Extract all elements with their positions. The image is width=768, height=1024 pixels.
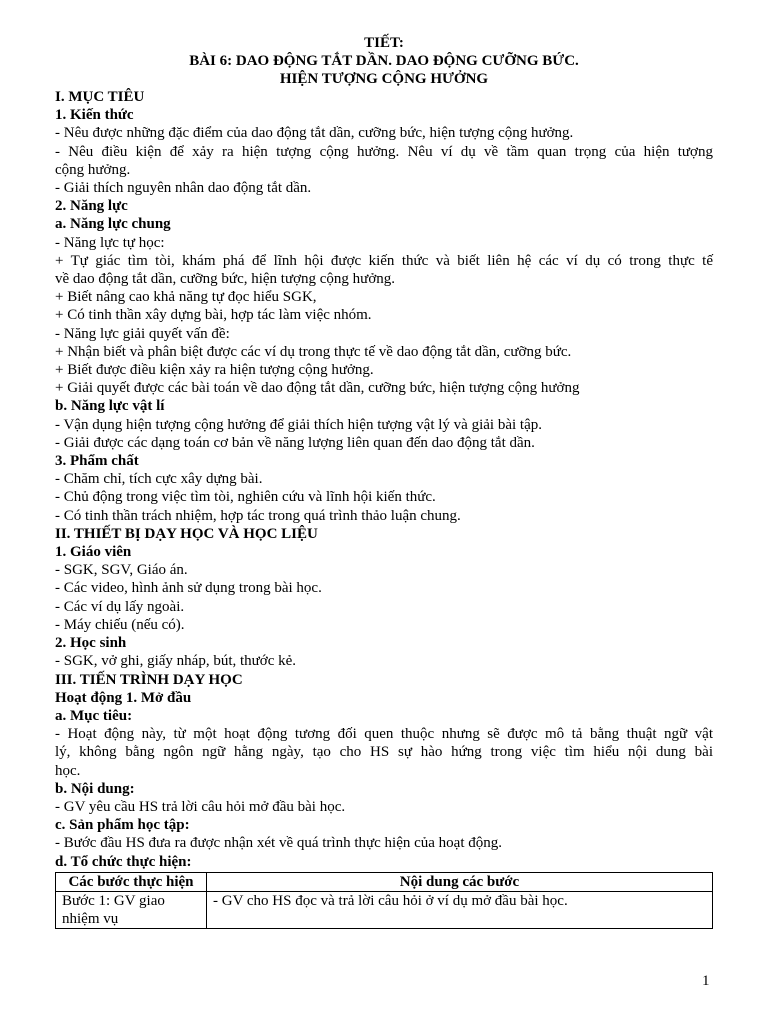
knowledge-item: - Nêu điều kiện để xảy ra hiện tượng cộng hưởng. Nêu ví dụ về tầm quan trọng của hiện tượng	[55, 143, 713, 160]
organization-subheading: d. Tổ chức thực hiện:	[55, 853, 192, 870]
table-cell-step	[56, 891, 207, 928]
physics-competence-heading: b. Năng lực vật lí	[55, 398, 165, 415]
competence-item: - Năng lực tự học:	[55, 234, 165, 251]
page-number: 1	[702, 973, 710, 989]
competence-heading: 2. Năng lực	[55, 198, 128, 215]
physics-competence-item: - Giải được các dạng toán cơ bản về năng lượng liên quan đến dao động tắt dần.	[55, 434, 535, 451]
content-text: - GV yêu cầu HS trả lời câu hỏi mở đầu bài học.	[55, 798, 346, 815]
competence-item: + Tự giác tìm tòi, khám phá để lĩnh hội được kiến thức và biết liên hệ các ví dụ có trong thực tế	[55, 252, 713, 269]
step-label: Bước 1: GV giao	[62, 892, 165, 909]
objective-text-cont: học.	[55, 762, 81, 779]
competence-item: + Nhận biết và phân biệt được các ví dụ trong thực tế về dao động tắt dần, cưỡng bức.	[55, 343, 572, 360]
knowledge-item: - Nêu được những đặc điểm của dao động tắt dần, cưỡng bức, hiện tượng cộng hưởng.	[55, 125, 574, 142]
section-equipment-heading: II. THIẾT BỊ DẠY HỌC VÀ HỌC LIỆU	[55, 525, 318, 542]
step-label-cont: nhiệm vụ	[62, 910, 119, 927]
competence-item-cont: về dao động tắt dần, cưỡng bức, hiện tượng cộng hưởng.	[55, 271, 395, 288]
activity-heading: Hoạt động 1. Mở đầu	[55, 689, 192, 706]
physics-competence-item: - Vận dụng hiện tượng cộng hưởng để giải thích hiện tượng vật lý và giải bài tập.	[55, 416, 542, 433]
lesson-title: BÀI 6: DAO ĐỘNG TẮT DẦN. DAO ĐỘNG CƯỠNG BỨC.	[189, 53, 579, 69]
document-page	[55, 34, 713, 929]
general-competence-heading: a. Năng lực chung	[55, 216, 171, 233]
teacher-item: - SGK, SGV, Giáo án.	[55, 562, 188, 579]
student-heading: 2. Học sinh	[55, 635, 127, 652]
section-objectives-heading: I. MỤC TIÊU	[55, 89, 145, 105]
table-cell-content: - GV cho HS đọc và trả lời câu hỏi ở ví dụ mở đầu bài học.	[207, 891, 713, 928]
competence-item: - Năng lực giải quyết vấn đề:	[55, 325, 230, 342]
table-row	[56, 891, 713, 928]
competence-item: + Biết được điều kiện xảy ra hiện tượng cộng hưởng.	[55, 362, 374, 379]
lesson-subtitle: HIỆN TƯỢNG CỘNG HƯỞNG	[279, 71, 489, 87]
table-header-steps: Các bước thực hiện	[56, 872, 207, 891]
table-header-row	[56, 872, 713, 891]
competence-item: + Biết nâng cao khả năng tự đọc hiểu SGK,	[55, 289, 317, 306]
content-subheading: b. Nội dung:	[55, 780, 135, 797]
steps-table	[55, 872, 713, 929]
section-process-heading: III. TIẾN TRÌNH DẠY HỌC	[55, 671, 243, 688]
quality-item: - Chăm chỉ, tích cực xây dựng bài.	[55, 471, 263, 488]
teacher-item: - Các ví dụ lấy ngoài.	[55, 598, 185, 615]
student-item: - SGK, vở ghi, giấy nháp, bút, thước kẻ.	[55, 653, 297, 670]
qualities-heading: 3. Phẩm chất	[55, 453, 139, 470]
quality-item: - Có tinh thần trách nhiệm, hợp tác trong quá trình thảo luận chung.	[55, 507, 461, 524]
competence-item: + Có tinh thần xây dựng bài, hợp tác làm việc nhóm.	[55, 307, 372, 324]
objective-subheading: a. Mục tiêu:	[55, 707, 133, 724]
product-subheading: c. Sản phẩm học tập:	[55, 817, 190, 834]
objective-text-cont: lý, không bằng ngôn ngữ hằng ngày, tạo cho HS sự hào hứng trong việc tìm hiểu nội dung bài	[55, 744, 713, 761]
competence-item: + Giải quyết được các bài toán về dao động tắt dần, cưỡng bức, hiện tượng cộng hưởng	[55, 380, 580, 397]
teacher-item: - Các video, hình ảnh sử dụng trong bài học.	[55, 580, 322, 597]
objective-text: - Hoạt động này, từ một hoạt động tương đối quen thuộc nhưng sẽ được mô tả bằng thuật ngữ vật	[55, 726, 713, 743]
lesson-period-title: TIẾT:	[364, 35, 404, 51]
quality-item: - Chủ động trong việc tìm tòi, nghiên cứu và lĩnh hội kiến thức.	[55, 489, 436, 506]
teacher-item: - Máy chiếu (nếu có).	[55, 616, 185, 633]
teacher-heading: 1. Giáo viên	[55, 544, 132, 561]
product-text: - Bước đầu HS đưa ra được nhận xét về quá trình thực hiện của hoạt động.	[55, 835, 503, 852]
knowledge-item-cont: cộng hưởng.	[55, 161, 131, 178]
knowledge-heading: 1. Kiến thức	[55, 107, 134, 124]
table-header-content: Nội dung các bước	[207, 872, 713, 891]
knowledge-item: - Giải thích nguyên nhân dao động tắt dần.	[55, 180, 312, 197]
